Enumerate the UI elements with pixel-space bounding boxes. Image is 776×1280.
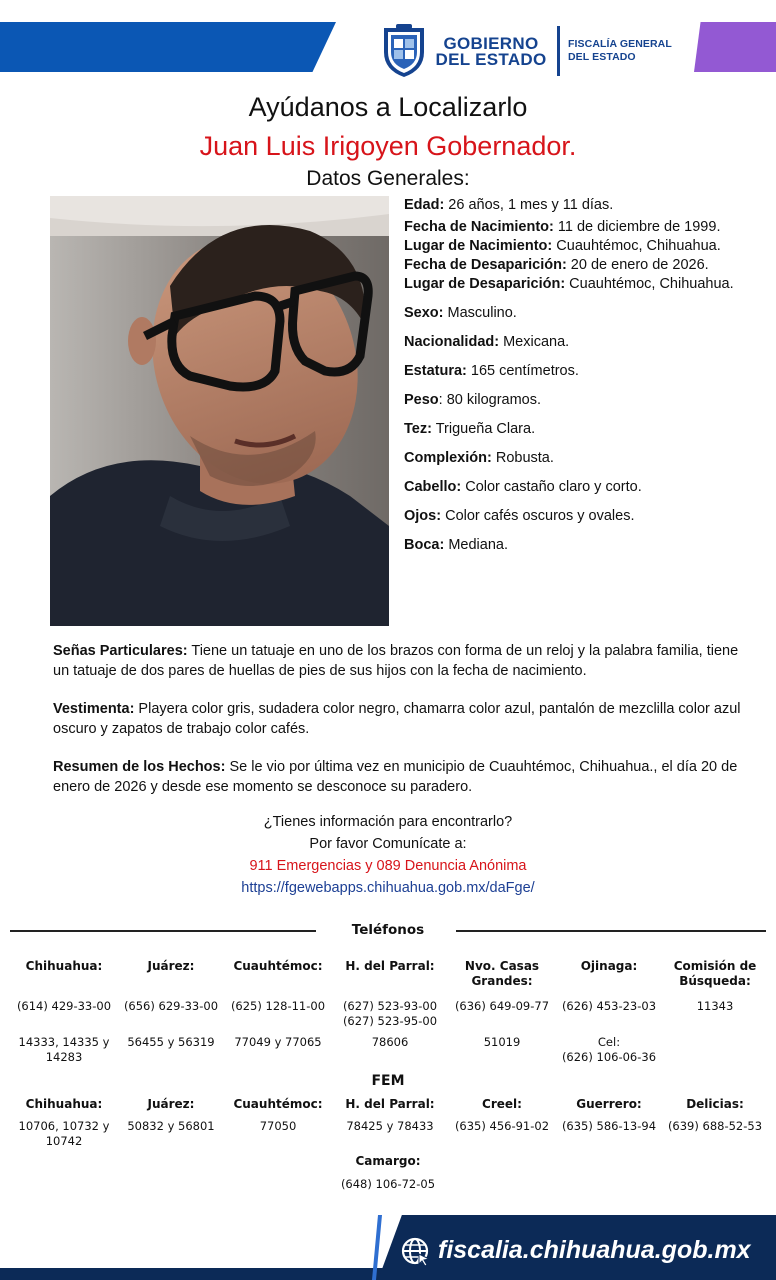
section-datos-generales: Datos Generales:: [306, 167, 470, 190]
dato-lugar-desaparicion: Lugar de Desaparición: Cuauhtémoc, Chihuahua.: [404, 276, 734, 292]
telefono-office-name: H. del Parral:: [345, 959, 435, 973]
telefono-office-name: Chihuahua:: [25, 959, 103, 973]
fem-number: 78425 y 78433: [346, 1119, 434, 1133]
missing-person-photo: [50, 196, 389, 626]
senas-particulares: Señas Particulares: Tiene un tatuaje en uno de los brazos con forma de un reloj y la palabra familia, tiene un tatuaje de dos pares de huellas de pies de sus hijos con la fecha de nacimiento.: [53, 643, 739, 679]
telefono-number: (614) 429-33-00: [16, 999, 112, 1013]
page-title: Ayúdanos a Localizarlo: [248, 92, 528, 122]
fem-office-name: Juárez:: [147, 1097, 195, 1111]
fem-number: (635) 456-91-02: [454, 1119, 550, 1133]
telefono-extension: Cel: (626) 106-06-36: [561, 1035, 657, 1064]
fem-office-name: Chihuahua:: [25, 1097, 103, 1111]
fem-number: 77050: [259, 1119, 297, 1133]
telefono-number: 11343: [696, 999, 734, 1013]
telefono-office-name: Ojinaga:: [580, 959, 638, 973]
dato-tez: Tez: Trigueña Clara.: [404, 421, 536, 437]
vestimenta: Vestimenta: Playera color gris, sudadera color negro, chamarra color azul, pantalón de mezclilla color azul oscuro y zapatos de trabajo color cafés.: [53, 701, 741, 737]
fem-number: (635) 586-13-94: [561, 1119, 657, 1133]
fem-camargo-name: Camargo:: [355, 1154, 421, 1168]
telefono-extension: 78606: [371, 1035, 409, 1049]
telefono-office-name: Cuauhtémoc:: [233, 959, 323, 973]
fiscalia-general-logo: FISCALÍA GENERAL DEL ESTADO: [568, 38, 672, 63]
dato-estatura: Estatura: 165 centímetros.: [404, 363, 579, 379]
telefono-extension: 14333, 14335 y 14283: [18, 1035, 110, 1064]
contact-question: ¿Tienes información para encontrarlo?: [263, 814, 513, 830]
telefono-number: (627) 523-93-00 (627) 523-95-00: [342, 999, 438, 1028]
telefono-number: (625) 128-11-00: [230, 999, 326, 1013]
resumen-hechos: Resumen de los Hechos: Se le vio por última vez en municipio de Cuauhtémoc, Chihuahua., el día 20 de enero de 2026 y desde ese momento se desconoce su paradero.: [53, 759, 738, 795]
dato-ojos: Ojos: Color cafés oscuros y ovales.: [404, 508, 635, 524]
fem-number: (639) 688-52-53: [667, 1119, 763, 1133]
state-shield-icon: [380, 22, 428, 78]
telefono-extension: 77049 y 77065: [234, 1035, 322, 1049]
telefono-number: (636) 649-09-77: [454, 999, 550, 1013]
telefono-extension: 56455 y 56319: [127, 1035, 215, 1049]
dato-nacionalidad: Nacionalidad: Mexicana.: [404, 334, 570, 350]
gobierno-del-estado-logo: GOBIERNO DEL ESTADO: [435, 34, 547, 69]
datos-generales-list: [404, 196, 734, 555]
footer-website[interactable]: fiscalia.chihuahua.gob.mx: [438, 1236, 751, 1264]
logo-divider: [557, 26, 560, 76]
telefono-number: (626) 453-23-03: [561, 999, 657, 1013]
telefono-office-name: Juárez:: [147, 959, 195, 973]
dato-peso: Peso: 80 kilogramos.: [404, 392, 542, 408]
contact-block: [0, 811, 776, 899]
fem-office-name: Cuauhtémoc:: [233, 1097, 323, 1111]
header-purple-bar: [694, 22, 776, 72]
telefono-office-name: Nvo. Casas Grandes:: [464, 959, 540, 988]
fem-heading: FEM: [371, 1073, 405, 1089]
fem-office-name: Guerrero:: [576, 1097, 642, 1111]
globe-cursor-icon: [400, 1236, 432, 1268]
telefono-extension: 51019: [483, 1035, 521, 1049]
emergency-numbers: 911 Emergencias y 089 Denuncia Anónima: [249, 858, 527, 874]
missing-person-name: Juan Luis Irigoyen Gobernador.: [199, 131, 577, 161]
dato-fecha-nacimiento: Fecha de Nacimiento: 11 de diciembre de 1999.: [404, 219, 721, 235]
telefono-number: (656) 629-33-00: [123, 999, 219, 1013]
fem-office-name: Delicias:: [686, 1097, 744, 1111]
telefonos-line-right: [456, 930, 766, 932]
dato-cabello: Cabello: Color castaño claro y corto.: [404, 479, 642, 495]
dato-fecha-desaparicion: Fecha de Desaparición: 20 de enero de 2026.: [404, 257, 709, 273]
fem-number: 10706, 10732 y 10742: [18, 1119, 110, 1148]
dato-edad: Edad: 26 años, 1 mes y 11 días.: [404, 197, 614, 213]
fem-number: 50832 y 56801: [127, 1119, 215, 1133]
contact-please: Por favor Comunícate a:: [309, 836, 467, 852]
dato-boca: Boca: Mediana.: [404, 537, 508, 553]
dato-lugar-nacimiento: Lugar de Nacimiento: Cuauhtémoc, Chihuahua.: [404, 238, 721, 254]
fem-office-name: H. del Parral:: [345, 1097, 435, 1111]
dato-sexo: Sexo: Masculino.: [404, 305, 517, 321]
header-blue-bar: [0, 22, 336, 72]
fem-camargo-value: (648) 106-72-05: [340, 1177, 436, 1191]
report-link[interactable]: https://fgewebapps.chihuahua.gob.mx/daFge/: [241, 880, 535, 896]
fem-office-name: Creel:: [482, 1097, 522, 1111]
dato-complexion: Complexión: Robusta.: [404, 450, 554, 466]
telefonos-heading: Teléfonos: [351, 922, 425, 938]
telefono-office-name: Comisión de Búsqueda:: [673, 959, 757, 988]
